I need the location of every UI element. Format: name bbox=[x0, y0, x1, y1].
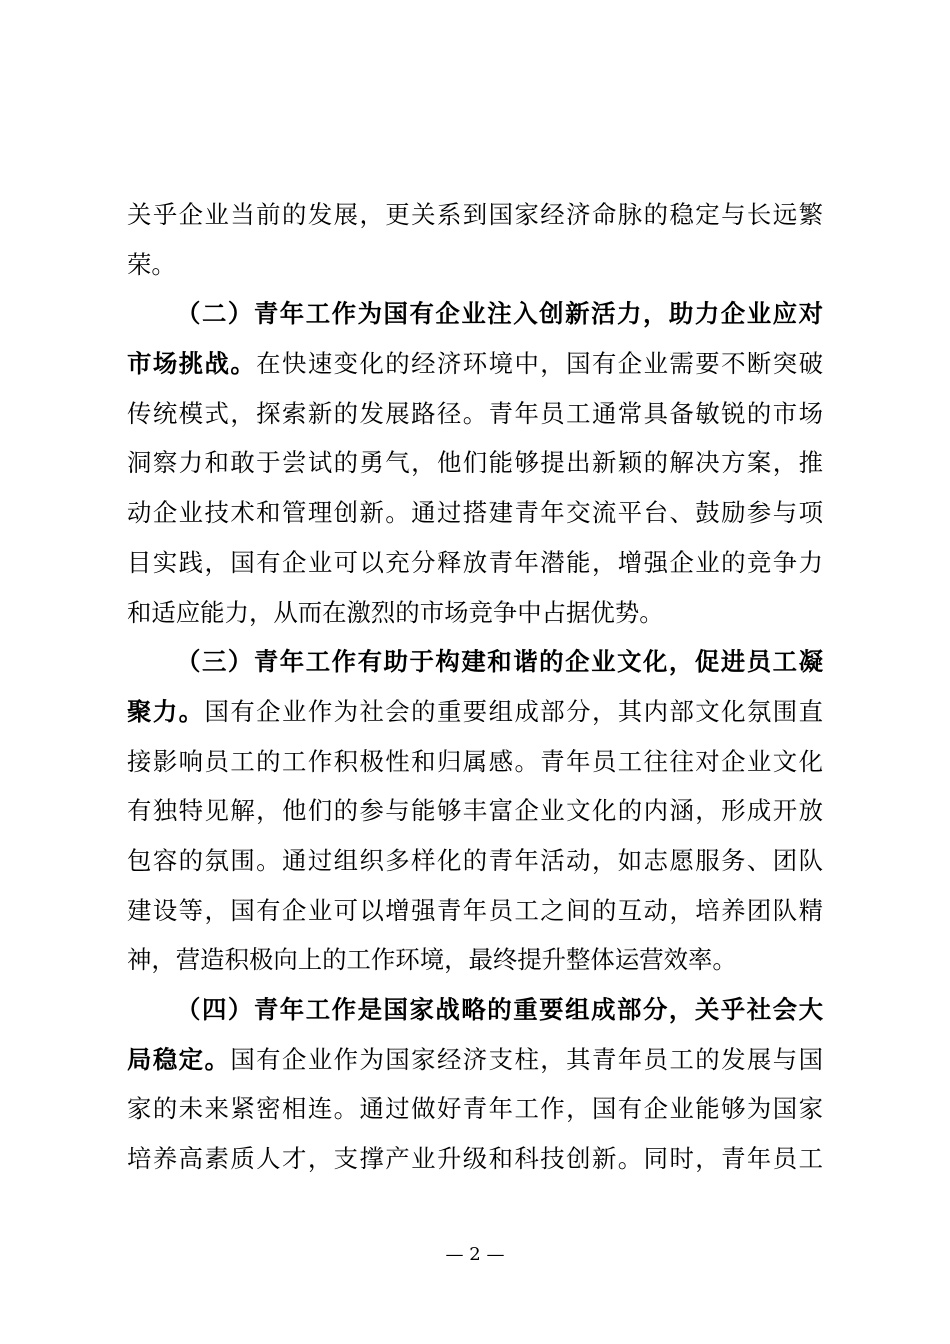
text-line bbox=[127, 786, 823, 836]
bold-heading-text: 局稳定。 bbox=[127, 1044, 231, 1074]
body-text: 建设等，国有企业可以增强青年员工之间的互动，培养团队精 bbox=[127, 895, 823, 925]
document-body bbox=[127, 190, 823, 1184]
bold-heading-text: （二）青年工作为国有企业注入创新活力，助力企业应对 bbox=[176, 299, 823, 329]
body-text: 包容的氛围。通过组织多样化的青年活动，如志愿服务、团队 bbox=[127, 845, 823, 875]
body-text: 培养高素质人才，支撑产业升级和科技创新。同时，青年员工 bbox=[127, 1144, 823, 1174]
text-line bbox=[127, 1084, 823, 1134]
text-line bbox=[127, 438, 823, 488]
text-line bbox=[127, 339, 823, 389]
text-line bbox=[127, 935, 823, 985]
body-text: 家的未来紧密相连。通过做好青年工作，国有企业能够为国家 bbox=[127, 1094, 823, 1124]
body-text: 动企业技术和管理创新。通过搭建青年交流平台、鼓励参与项 bbox=[127, 498, 823, 528]
text-line bbox=[127, 1134, 823, 1184]
body-text: 在快速变化的经济环境中，国有企业需要不断突破 bbox=[256, 349, 823, 379]
text-line bbox=[127, 538, 823, 588]
text-line bbox=[127, 886, 823, 936]
page-number: — 2 — bbox=[445, 1244, 505, 1265]
body-text: 国有企业作为国家经济支柱，其青年员工的发展与国 bbox=[230, 1044, 823, 1074]
text-line bbox=[127, 737, 823, 787]
body-text: 和适应能力，从而在激烈的市场竞争中占据优势。 bbox=[127, 597, 664, 627]
body-text: 有独特见解，他们的参与能够丰富企业文化的内涵，形成开放 bbox=[127, 796, 823, 826]
text-line bbox=[127, 588, 823, 638]
body-text: 关乎企业当前的发展，更关系到国家经济命脉的稳定与长远繁 bbox=[127, 200, 823, 229]
text-line bbox=[127, 1035, 823, 1085]
body-text: 神，营造积极向上的工作环境，最终提升整体运营效率。 bbox=[127, 945, 737, 975]
body-text: 目实践，国有企业可以充分释放青年潜能，增强企业的竞争力 bbox=[127, 547, 823, 577]
body-text: 传统模式，探索新的发展路径。青年员工通常具备敏锐的市场 bbox=[127, 398, 823, 428]
text-line bbox=[127, 687, 823, 737]
text-line bbox=[127, 389, 823, 439]
bold-heading-text: 市场挑战。 bbox=[127, 349, 257, 379]
bold-heading-text: （四）青年工作是国家战略的重要组成部分，关乎社会大 bbox=[176, 995, 823, 1024]
text-line bbox=[127, 240, 823, 290]
bold-heading-text: （三）青年工作有助于构建和谐的企业文化，促进员工凝 bbox=[176, 647, 823, 677]
body-text: 国有企业作为社会的重要组成部分，其内部文化氛围直 bbox=[204, 696, 823, 726]
text-line bbox=[127, 190, 823, 240]
body-text: 荣。 bbox=[127, 249, 176, 279]
text-line bbox=[127, 985, 823, 1035]
bold-heading-text: 聚力。 bbox=[127, 696, 205, 726]
body-text: 洞察力和敢于尝试的勇气，他们能够提出新颖的解决方案，推 bbox=[127, 448, 823, 478]
text-line bbox=[127, 836, 823, 886]
text-line bbox=[127, 289, 823, 339]
text-line bbox=[127, 488, 823, 538]
text-line bbox=[127, 637, 823, 687]
body-text: 接影响员工的工作积极性和归属感。青年员工往往对企业文化 bbox=[127, 746, 823, 776]
